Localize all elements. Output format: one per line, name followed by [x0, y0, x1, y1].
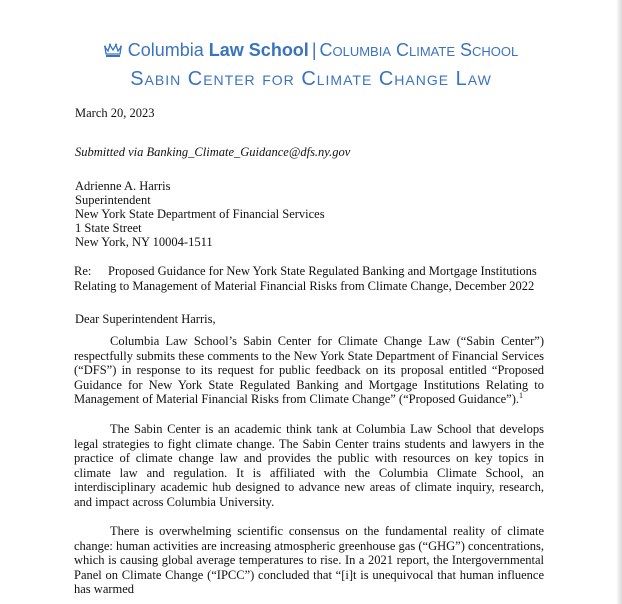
- footnote-ref-1[interactable]: 1: [519, 391, 524, 401]
- paragraph-1-text: Columbia Law School’s Sabin Center for Climate Change Law (“Sabin Center”) respectfully submits these comments to the New York State Department of Financial Services (“DFS”) in response to its request for public feedback on its proposal entitled “Proposed Guidance for New York State Regulated Banking and Mortgage Institutions Relating to Management of Material Financial Risks from Climate Change” (“Proposed Guidance”).: [74, 334, 544, 407]
- paragraph-2: The Sabin Center is an academic think tank at Columbia Law School that develops legal strategies to fight climate change. The Sabin Center trains students and lawyers in the practice of climate change law and provides the public with resources on key topics in climate law and regulation. It is affiliated with the Columbia Climate School, an interdisciplinary academic hub designed to advance new areas of climate inquiry, research, and impact across Columbia University.: [74, 422, 544, 509]
- law-school-text: Law School: [208, 40, 309, 60]
- salutation: Dear Superintendent Harris,: [75, 312, 216, 326]
- addressee-title: Superintendent: [75, 193, 151, 207]
- paragraph-1: [74, 334, 544, 407]
- letterhead: [0, 38, 622, 91]
- submission-note: Submitted via Banking_Climate_Guidance@dfs.ny.gov: [75, 145, 351, 159]
- paragraph-3: There is overwhelming scientific consensus on the fundamental reality of climate change: human activities are increasing atmospheric greenhouse gas (“GHG”) concentrations, which is causing global average temperatures to rise. In a 2021 report, the Intergovernmental Panel on Climate Change (“IPCC”) concluded that “[i]t is unequivocal that human influence has warmed: [74, 524, 544, 597]
- addressee-org: New York State Department of Financial Services: [75, 207, 325, 221]
- addressee-street: 1 State Street: [75, 221, 142, 235]
- sabin-center-name: Sabin Center for Climate Change Law: [130, 68, 492, 90]
- addressee-name: Adrienne A. Harris: [75, 179, 171, 193]
- re-label: Re:: [74, 264, 92, 278]
- re-line-1: Proposed Guidance for New York State Regulated Banking and Mortgage Institutions: [108, 264, 537, 278]
- columbia-crown-logo-icon: [104, 40, 122, 64]
- re-line-2: Relating to Management of Material Financial Risks from Climate Change, December 2022: [74, 278, 535, 293]
- re-subject: [74, 264, 554, 293]
- columbia-text: Columbia: [127, 40, 209, 60]
- climate-school-text: Columbia Climate School: [319, 40, 519, 60]
- letter-date: March 20, 2023: [75, 106, 155, 120]
- addressee-city: New York, NY 10004-1511: [75, 235, 213, 249]
- letterhead-separator: |: [311, 40, 317, 60]
- letterhead-institutions: [0, 38, 622, 64]
